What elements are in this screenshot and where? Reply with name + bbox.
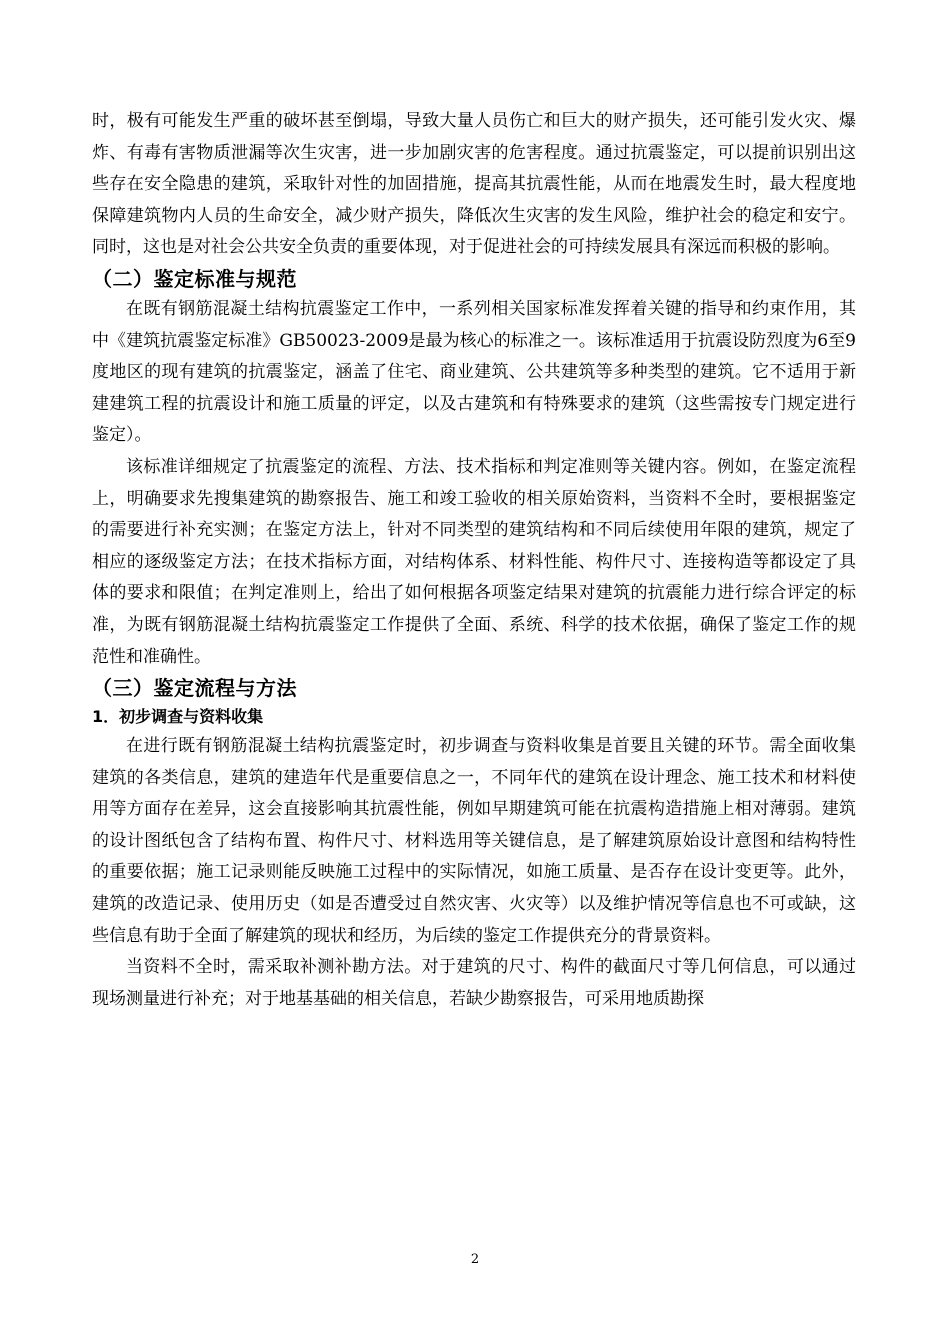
paragraph-supplementary-survey: 当资料不全时，需采取补测补勘方法。对于建筑的尺寸、构件的截面尺寸等几何信息，可以通过现场测量进行补充；对于地基基础的相关信息，若缺少勘察报告，可采用地质勘探 [92,957,856,1009]
section-heading-process: （三）鉴定流程与方法 [92,676,297,701]
paragraph-standards-intro: 在既有钢筋混凝土结构抗震鉴定工作中，一系列相关国家标准发挥着关键的指导和约束作用，其中《建筑抗震鉴定标准》GB50023-2009是最为核心的标准之一。该标准适用于抗震设防烈度为6至9度地区的现有建筑的抗震鉴定，涵盖了住宅、商业建筑、公共建筑等多种类型的建筑。它不适用于新建建筑工程的抗震设计和施工质量的评定，以及古建筑和有特殊要求的建筑（这些需按专门规定进行鉴定）。 [92,298,856,446]
section-heading-standards: （二）鉴定标准与规范 [92,266,297,291]
paragraph-continuation: 时，极有可能发生严重的破坏甚至倒塌，导致大量人员伤亡和巨大的财产损失，还可能引发火灾、爆炸、有毒有害物质泄漏等次生灾害，进一步加剧灾害的危害程度。通过抗震鉴定，可以提前识别出这些存在安全隐患的建筑，采取针对性的加固措施，提高其抗震性能，从而在地震发生时，最大程度地保障建筑物内人员的生命安全，减少财产损失，降低次生灾害的发生风险，维护社会的稳定和安宁。同时，这也是对社会公共安全负责的重要体现，对于促进社会的可持续发展具有深远而积极的影响。 [92,111,856,258]
paragraph-data-collection: 在进行既有钢筋混凝土结构抗震鉴定时，初步调查与资料收集是首要且关键的环节。需全面收集建筑的各类信息，建筑的建造年代是重要信息之一，不同年代的建筑在设计理念、施工技术和材料使用等方面存在差异，这会直接影响其抗震性能，例如早期建筑可能在抗震构造措施上相对薄弱。建筑的设计图纸包含了结构布置、构件尺寸、材料选用等关键信息，是了解建筑原始设计意图和结构特性的重要依据；施工记录则能反映施工过程中的实际情况，如施工质量、是否存在设计变更等。此外，建筑的改造记录、使用历史（如是否遭受过自然灾害、火灾等）以及维护情况等信息也不可或缺，这些信息有助于全面了解建筑的现状和经历，为后续的鉴定工作提供充分的背景资料。 [92,736,856,946]
page-number: 2 [470,1252,480,1267]
document-body [92,106,856,1015]
subheading-initial-survey: 1．初步调查与资料收集 [92,707,264,727]
paragraph-standards-details: 该标准详细规定了抗震鉴定的流程、方法、技术指标和判定准则等关键内容。例如，在鉴定流程上，明确要求先搜集建筑的勘察报告、施工和竣工验收的相关原始资料，当资料不全时，要根据鉴定的需要进行补充实测；在鉴定方法上，针对不同类型的建筑结构和不同后续使用年限的建筑，规定了相应的逐级鉴定方法；在技术指标方面，对结构体系、材料性能、构件尺寸、连接构造等都设定了具体的要求和限值；在判定准则上，给出了如何根据各项鉴定结果对建筑的抗震能力进行综合评定的标准，为既有钢筋混凝土结构抗震鉴定工作提供了全面、系统、科学的技术依据，确保了鉴定工作的规范性和准确性。 [92,456,856,667]
